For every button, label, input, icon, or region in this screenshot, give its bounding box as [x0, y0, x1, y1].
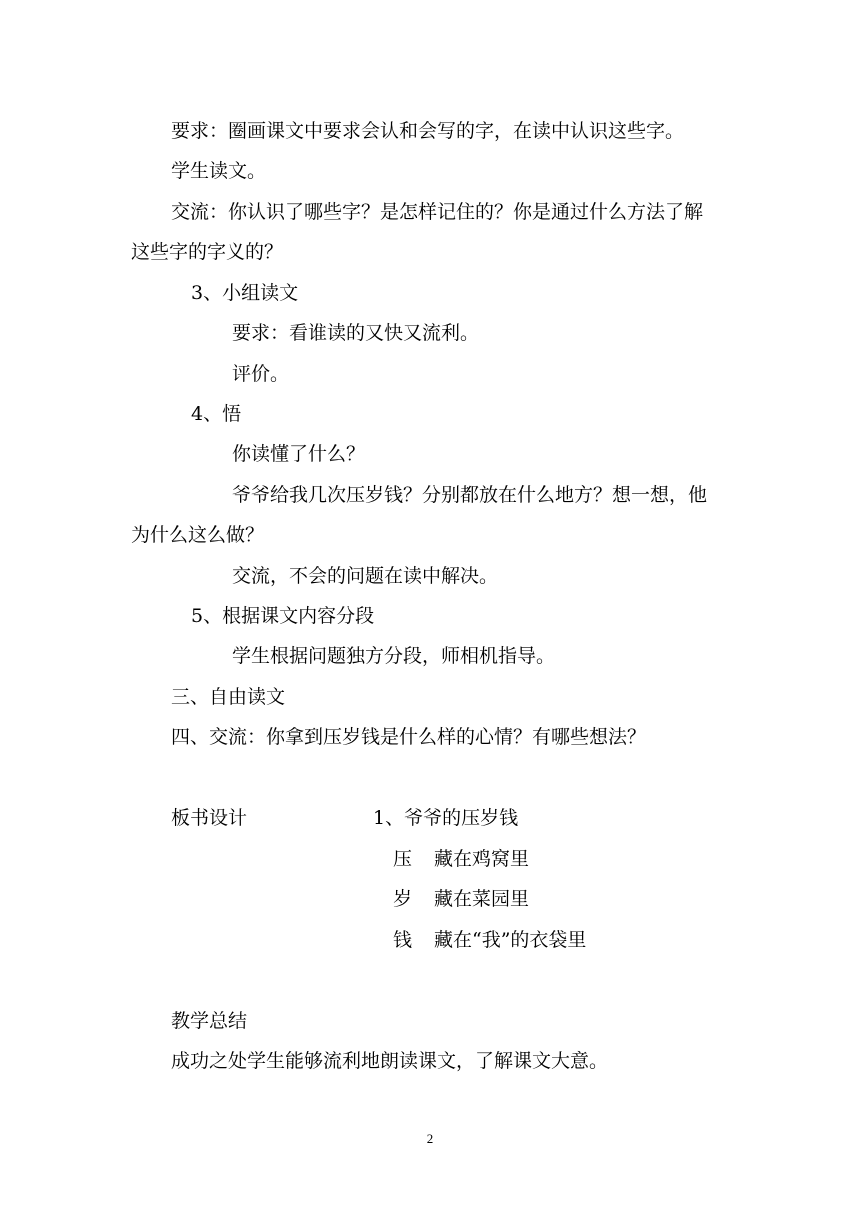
section-5-heading: 5、根据课文内容分段 — [191, 605, 375, 627]
page-number: 2 — [426, 1131, 434, 1146]
board-design-label: 板书设计 — [171, 807, 248, 829]
student-reading-line: 学生读文。 — [171, 160, 267, 182]
part-3-heading: 三、自由读文 — [171, 686, 286, 708]
section-3-heading: 3、小组读文 — [191, 282, 299, 304]
section-4-paragraph-line-2: 为什么这么做？ — [131, 524, 265, 546]
teaching-summary-text: 成功之处学生能够流利地朗读课文，了解课文大意。 — [171, 1050, 609, 1072]
board-row-desc: 藏在“我”的衣袋里 — [434, 929, 587, 951]
board-row-char: 压 — [393, 848, 413, 870]
board-row-desc: 藏在菜园里 — [434, 888, 530, 910]
board-row-desc: 藏在鸡窝里 — [434, 848, 530, 870]
teaching-summary-label: 教学总结 — [171, 1010, 248, 1032]
section-4-question: 你读懂了什么？ — [232, 443, 366, 465]
discussion-paragraph-line-1: 交流：你认识了哪些字？是怎样记住的？你是通过什么方法了解 — [171, 201, 704, 223]
board-design-title: 1、爷爷的压岁钱 — [373, 807, 519, 829]
section-3-evaluation: 评价。 — [232, 363, 290, 385]
requirement-paragraph: 要求：圈画课文中要求会认和会写的字，在读中认识这些字。 — [171, 120, 685, 142]
discussion-paragraph-line-2: 这些字的字义的？ — [131, 241, 284, 263]
section-4-heading: 4、悟 — [191, 403, 242, 425]
section-3-requirement: 要求：看谁读的又快又流利。 — [232, 322, 480, 344]
board-row-char: 岁 — [393, 888, 413, 910]
board-row-char: 钱 — [393, 929, 413, 951]
section-4-discussion: 交流，不会的问题在读中解决。 — [232, 565, 499, 587]
section-4-paragraph-line-1: 爷爷给我几次压岁钱？分别都放在什么地方？想一想，他 — [232, 484, 708, 506]
section-5-paragraph: 学生根据问题独方分段，师相机指导。 — [232, 645, 556, 667]
part-4-heading: 四、交流：你拿到压岁钱是什么样的心情？有哪些想法？ — [171, 726, 647, 748]
